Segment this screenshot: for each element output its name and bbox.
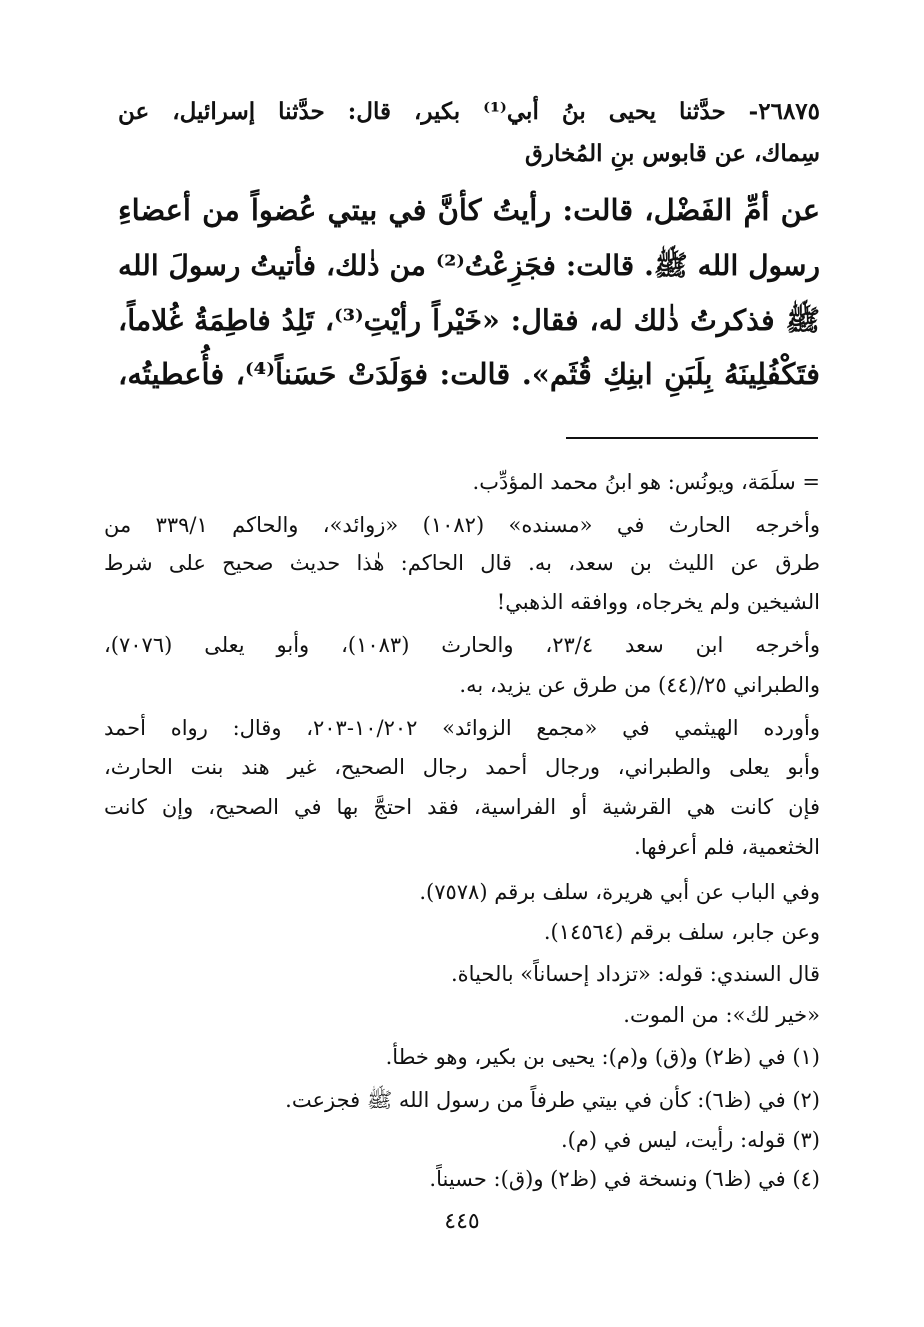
footnote-line-13: قال السندي: قوله: «تزداد إحساناً» بالحياة. (451, 962, 820, 986)
footnote-line-14: «خير لك»: من الموت. (623, 1003, 820, 1027)
footnote-ref-2: (٢) في (ظ٦): كأن في بيتي طرفاً من رسول الله ﷺ فجزعت. (285, 1088, 820, 1112)
footnote-line-6: والطبراني ٢٥/(٤٤) من طرق عن يزيد، به. (459, 673, 820, 697)
hadith-isnad-line-2: سِماك، عن قابوس بنِ المُخارق (525, 140, 820, 167)
hadith-matn-line-3: ﷺ فذكرتُ ذٰلك له، فقال: «خَيْراً رأيْتِ⁽³⁾، تَلِدُ فاطِمَةُ غُلاماً، (118, 303, 821, 337)
hadith-isnad-line-1: ٢٦٨٧٥- حدَّثنا يحيى بنُ أبي⁽¹⁾ بكير، قال: حدَّثنا إسرائيل، عن (118, 98, 821, 125)
footnote-ref-1: (١) في (ظ٢) و(ق) و(م): يحيى بن بكير، وهو خطأ. (385, 1045, 820, 1069)
footnote-line-12: وعن جابر، سلف برقم (١٤٥٦٤). (543, 920, 820, 944)
footnote-line-1: = سلَمَة، ويونُس: هو ابنُ محمد المؤدِّب. (472, 470, 820, 494)
footnote-line-7: وأورده الهيثمي في «مجمع الزوائد» ١٠/٢٠٢-٢٠٣، وقال: رواه أحمد (104, 716, 820, 740)
footnote-line-11: وفي الباب عن أبي هريرة، سلف برقم (٧٥٧٨). (419, 880, 820, 904)
footnote-line-8: وأبو يعلى والطبراني، ورجال أحمد رجال الصحيح، غير هند بنت الحارث، (104, 755, 820, 779)
hadith-matn-line-1: عن أمِّ الفَضْل، قالت: رأيتُ كأنَّ في بيتي عُضواً من أعضاءِ (118, 193, 820, 227)
footnote-ref-3: (٣) قوله: رأيت، ليس في (م). (560, 1128, 820, 1152)
hadith-matn-line-4: فتَكْفُلِينَهُ بِلَبَنِ ابنِكِ قُثَم». قالت: فوَلَدَتْ حَسَناً⁽⁴⁾، فأُعطيتُه، (118, 357, 821, 391)
footnote-line-10: الخثعمية، فلم أعرفها. (634, 835, 820, 859)
footnote-line-9: فإن كانت هي القرشية أو الفراسية، فقد احتجَّ بها في الصحيح، وإن كانت (104, 795, 820, 819)
footnote-line-4: الشيخين ولم يخرجاه، ووافقه الذهبي! (496, 590, 820, 614)
footnote-line-3: طرق عن الليث بن سعد، به. قال الحاكم: هٰذا حديث صحيح على شرط (104, 551, 820, 575)
hadith-matn-line-2: رسول الله ﷺ. قالت: فجَزِعْتُ⁽²⁾ من ذٰلك، فأتيتُ رسولَ الله (118, 249, 820, 282)
footnote-ref-4: (٤) في (ظ٦) ونسخة في (ظ٢) و(ق): حسيناً. (429, 1167, 820, 1191)
footnote-line-2: وأخرجه الحارث في «مسنده» (١٠٨٢) «زوائد»، والحاكم ٣٣٩/١ من (104, 513, 820, 537)
footnote-line-5: وأخرجه ابن سعد ٢٣/٤، والحارث (١٠٨٣)، وأبو يعلى (٧٠٧٦)، (104, 633, 820, 657)
page-number: ٤٤٥ (444, 1209, 480, 1234)
footnote-divider (566, 437, 818, 439)
